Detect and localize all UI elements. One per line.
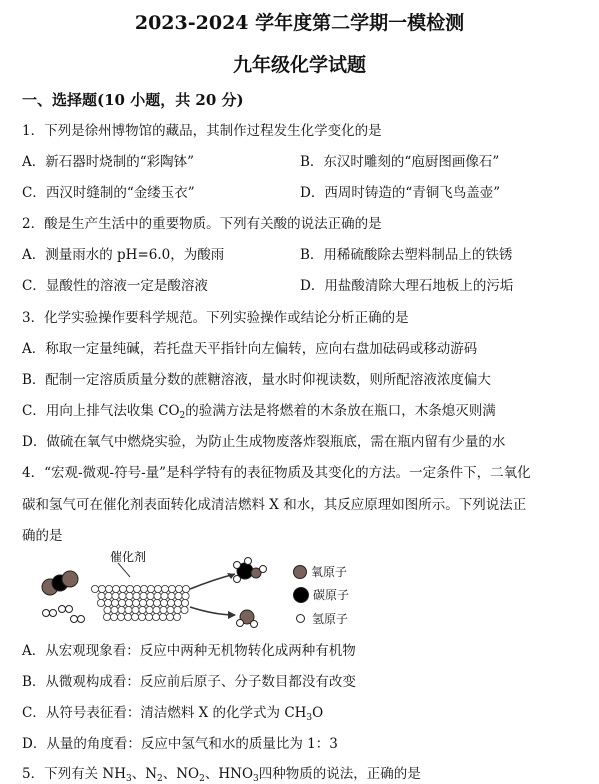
catalyst-particle bbox=[168, 585, 175, 592]
catalyst-particle bbox=[124, 613, 131, 620]
catalyst-particle bbox=[146, 606, 153, 613]
catalyst-particle bbox=[118, 606, 125, 613]
q4-option-c: C．从符号表征看：清洁燃料 X 的化学式为 $CH_3O$ bbox=[22, 705, 324, 723]
hydrogen-atom-icon bbox=[296, 614, 305, 623]
arrow-to-x bbox=[190, 574, 235, 589]
q3-stem: 3．化学实验操作要科学规范。下列实验操作或结论分析正确的是 bbox=[22, 310, 409, 326]
catalyst-particle bbox=[160, 606, 167, 613]
catalyst-particle bbox=[168, 592, 175, 599]
catalyst-particle bbox=[167, 606, 174, 613]
catalyst-particle bbox=[97, 599, 104, 606]
q4-stem-line1: 4．“宏观-微观-符号-量”是科学特有的表征物质及其变化的方法。一定条件下，二氧化 bbox=[22, 465, 531, 481]
catalyst-particle bbox=[119, 585, 126, 592]
catalyst-particle bbox=[181, 599, 188, 606]
catalyst-pointer bbox=[118, 563, 130, 577]
catalyst-particle bbox=[175, 592, 182, 599]
catalyst-particle bbox=[125, 599, 132, 606]
catalyst-particle bbox=[153, 599, 160, 606]
q4-option-a: A．从宏观现象看：反应中两种无机物转化成两种有机物 bbox=[22, 643, 356, 659]
exam-title: 2023-2024 学年度第二学期一模检测 bbox=[134, 12, 465, 34]
q1-option-d: D．西周时铸造的“青铜飞鸟盖壶” bbox=[300, 185, 501, 201]
q3-option-b: B．配制一定溶质质量分数的蔗糖溶液，量水时仰视读数，则所配溶液浓度偏大 bbox=[22, 372, 491, 388]
legend-hydrogen-label: 氢原子 bbox=[312, 612, 349, 626]
catalyst-particle bbox=[91, 585, 98, 592]
q4-stem-line2: 碳和氢气可在催化剂表面转化成清洁燃料 X 和水，其反应原理如图所示。下列说法正 bbox=[22, 497, 527, 513]
catalyst-particle bbox=[153, 606, 160, 613]
catalyst-particle bbox=[147, 592, 154, 599]
q2-stem: 2．酸是生产生活中的重要物质。下列有关酸的说法正确的是 bbox=[22, 216, 382, 232]
exam-subtitle: 九年级化学试题 bbox=[232, 54, 366, 76]
arrow-head-2 bbox=[228, 611, 236, 619]
q2-option-d: D．用盐酸清除大理石地板上的污垢 bbox=[300, 278, 514, 294]
co2-molecule bbox=[42, 571, 78, 595]
q3-option-c: C．用向上排气法收集 $CO_2$的验满方法是将燃着的木条放在瓶口，木条熄灭则满 bbox=[22, 403, 496, 421]
q3-option-d: D．做硫在氧气中燃烧实验，为防止生成物废落炸裂瓶底，需在瓶内留有少量的水 bbox=[22, 434, 506, 450]
catalyst-particle bbox=[140, 585, 147, 592]
catalyst-particle bbox=[174, 606, 181, 613]
catalyst-particle bbox=[147, 585, 154, 592]
catalyst-particle bbox=[112, 592, 119, 599]
legend-oxygen-label: 氧原子 bbox=[311, 565, 348, 579]
catalyst-particle bbox=[167, 599, 174, 606]
carbon-atom-icon bbox=[293, 587, 309, 603]
catalyst-particle bbox=[105, 585, 112, 592]
catalyst-particle bbox=[173, 613, 180, 620]
catalyst-particle bbox=[154, 585, 161, 592]
q1-option-a: A．新石器时烧制的“彩陶钵” bbox=[22, 154, 195, 170]
catalyst-particle bbox=[161, 585, 168, 592]
q4-option-d: D．从量的角度看：反应中氢气和水的质量比为 1：3 bbox=[22, 736, 338, 752]
legend-oxygen bbox=[293, 563, 347, 580]
catalyst-particle bbox=[174, 599, 181, 606]
catalyst-particle bbox=[139, 606, 146, 613]
catalyst-particle bbox=[119, 592, 126, 599]
catalyst-particle bbox=[154, 592, 161, 599]
q1-stem: 1．下列是徐州博物馆的藏品，其制作过程发生化学变化的是 bbox=[22, 123, 382, 139]
catalyst-particle bbox=[126, 592, 133, 599]
catalyst-particle bbox=[181, 606, 188, 613]
x-molecule bbox=[234, 558, 267, 583]
catalyst-particle bbox=[117, 613, 124, 620]
catalyst-particle bbox=[103, 613, 110, 620]
catalyst-particle bbox=[140, 592, 147, 599]
catalyst-particle bbox=[105, 592, 112, 599]
q2-option-c: C．显酸性的溶液一定是酸溶液 bbox=[22, 278, 208, 294]
h2-molecules bbox=[43, 606, 85, 623]
catalyst-particle bbox=[132, 606, 139, 613]
catalyst-particle bbox=[112, 585, 119, 592]
catalyst-particle bbox=[110, 613, 117, 620]
catalyst-particle bbox=[104, 606, 111, 613]
catalyst-particle bbox=[118, 599, 125, 606]
q2-option-b: B．用稀硫酸除去塑料制品上的铁锈 bbox=[300, 247, 513, 263]
q1-option-c: C．西汉时缝制的“金缕玉衣” bbox=[22, 185, 195, 201]
legend-carbon bbox=[293, 586, 349, 603]
catalyst-particle bbox=[182, 592, 189, 599]
catalyst-particle bbox=[161, 592, 168, 599]
catalyst-particle bbox=[139, 599, 146, 606]
q5-stem: 5．下列有关 $NH_3$、$N_2$、$NO_2$、$HNO_3$四种物质的说法，正确的是 bbox=[22, 766, 421, 784]
water-molecule bbox=[237, 610, 258, 628]
legend-hydrogen bbox=[293, 610, 348, 627]
q4-option-b: B．从微观构成看：反应前后原子、分子数目都没有改变 bbox=[22, 674, 356, 690]
catalyst-particle bbox=[146, 599, 153, 606]
catalyst-particle bbox=[160, 599, 167, 606]
q2-option-a: A．测量雨水的 pH=6.0，为酸雨 bbox=[22, 247, 225, 263]
catalyst-particle bbox=[111, 606, 118, 613]
q3-option-a: A．称取一定量纯碱，若托盘天平指针向左偏转，应向右盘加砝码或移动游码 bbox=[22, 341, 478, 357]
catalyst-particle bbox=[132, 599, 139, 606]
catalyst-particle bbox=[138, 613, 145, 620]
catalyst-particle bbox=[104, 599, 111, 606]
catalyst-particle bbox=[98, 592, 105, 599]
catalyst-particle bbox=[133, 592, 140, 599]
catalyst-particle bbox=[152, 613, 159, 620]
legend-carbon-label: 碳原子 bbox=[313, 588, 350, 602]
catalyst-particle bbox=[111, 599, 118, 606]
catalyst-particle bbox=[159, 613, 166, 620]
catalyst-surface bbox=[91, 585, 189, 620]
catalyst-particle bbox=[133, 585, 140, 592]
catalyst-particle bbox=[145, 613, 152, 620]
oxygen-atom-icon bbox=[293, 565, 307, 579]
catalyst-label: 催化剂 bbox=[110, 550, 147, 564]
catalyst-particle bbox=[98, 585, 105, 592]
catalyst-particle bbox=[126, 585, 133, 592]
section-heading: 一、选择题(10 小题，共 20 分) bbox=[22, 91, 244, 109]
catalyst-particle bbox=[131, 613, 138, 620]
catalyst-particle bbox=[166, 613, 173, 620]
catalyst-particle bbox=[125, 606, 132, 613]
q1-option-b: B．东汉时雕刻的“庖厨图画像石” bbox=[300, 154, 500, 170]
catalyst-particle bbox=[182, 585, 189, 592]
catalyst-particle bbox=[175, 585, 182, 592]
q4-stem-line3: 确的是 bbox=[22, 528, 63, 544]
